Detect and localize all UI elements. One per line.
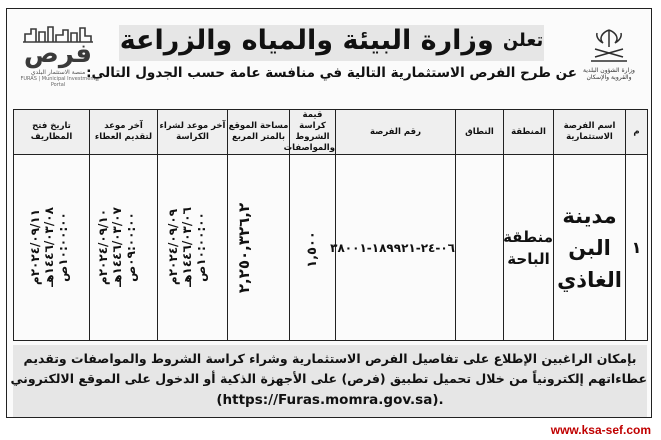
footer-line-1: بإمكان الراغبين الإطلاع على تفاصيل الفرص الاستثمارية وشراء كراسة الشروط والمواصفات وتقديم: [23, 351, 637, 366]
opening-date-time: ١٠:٠٠:٠٠ص: [56, 212, 71, 282]
footer-website-link[interactable]: (https://Furas.momra.gov.sa).: [216, 392, 444, 408]
header-index: م: [626, 110, 648, 155]
cell-scope: [456, 155, 504, 341]
ad-footer: [10, 345, 647, 417]
cell-opening-date: [14, 155, 90, 341]
furas-logo-caption-ar: منصة الاستثمار البلدي: [30, 69, 86, 76]
table-header-row: [14, 110, 648, 155]
header-opening-date: تاريخ فتح المظاريف: [14, 110, 90, 155]
booklet-price-text: ١,٥٠٠: [305, 231, 320, 268]
cell-region: منطقة الباحة: [504, 155, 554, 341]
header-buy-deadline: آخر موعد لشراء الكراسة: [158, 110, 228, 155]
ad-header: [7, 9, 651, 113]
header-scope: النطاق: [456, 110, 504, 155]
site-area-text: ٢,٢٥٠,٣٢٦,٢: [234, 202, 253, 293]
source-watermark: www.ksa-sef.com: [550, 423, 651, 437]
announce-word: تعلن: [502, 30, 544, 51]
header-site-area: مساحة الموقع بالمتر المربع: [228, 110, 290, 155]
header-opportunity-number: رقم الفرصة: [336, 110, 456, 155]
buy-deadline-hijri: ١٤٤٦/٠٣/٠٦هـ: [180, 207, 195, 287]
cell-opportunity-name: مدينة البن الغاذي: [554, 155, 626, 341]
cell-site-area: [228, 155, 290, 341]
buy-deadline-gregorian: ٢٠٢٤/٠٩/٠٩م: [166, 208, 181, 286]
opportunity-number-text: ٠٦-٢٤-١٨٩٩٢١-٣٨٠٠١: [330, 240, 455, 255]
opening-date-hijri: ١٤٤٦/٠٣/٠٨هـ: [42, 207, 57, 287]
opening-date-gregorian: ٢٠٢٤/٠٩/١١م: [28, 208, 43, 286]
header-opportunity-name: اسم الفرصة الاستثمارية: [554, 110, 626, 155]
table-row: [14, 155, 648, 341]
bid-deadline-time: ٠٩:٠٠:٠٠ص: [124, 212, 139, 282]
ministry-logo-caption: وزارة الشؤون البلدية والقروية والإسكان: [583, 67, 635, 81]
bid-deadline-stack: [96, 207, 138, 287]
ministry-logo: [577, 27, 641, 87]
header-booklet-price: قيمة كراسة الشروط والمواصفات: [283, 110, 335, 153]
header-bid-deadline: آخر موعد لتقديم العطاء: [90, 110, 158, 155]
advertisement-frame: [6, 8, 652, 418]
furas-logo-caption-en: FURAS | Municipal Investment Portal: [20, 76, 96, 88]
bid-deadline-gregorian: ٢٠٢٤/٠٩/١٠م: [96, 208, 111, 286]
bid-deadline-hijri: ١٤٤٦/٠٣/٠٧هـ: [110, 207, 125, 287]
buy-deadline-time: ١٠:٠٠:٠٠ص: [194, 212, 209, 282]
ad-subtitle: عن طرح الفرص الاستثمارية التالية في منافسة عامة حسب الجدول التالي:: [86, 65, 577, 81]
opportunities-table: [13, 109, 648, 341]
cell-opportunity-number: [330, 155, 456, 341]
saudi-emblem-icon: [587, 27, 631, 63]
cell-buy-deadline: [158, 155, 228, 341]
buy-deadline-stack: [166, 207, 208, 287]
ministry-title: وزارة البيئة والمياه والزراعة: [119, 25, 494, 56]
header-region: المنطقة: [504, 110, 554, 155]
title-band: [119, 25, 544, 61]
cell-booklet-price: [290, 155, 336, 341]
footer-line-2: عطاءاتهم إلكترونياً من خلال تحميل تطبيق (فرص) على الأجهزة الذكية أو الدخول على الموقع الالكتروني: [10, 371, 647, 386]
opening-date-stack: [28, 207, 70, 287]
cell-index: ١: [626, 155, 648, 341]
furas-logo-word: فرص: [23, 39, 93, 69]
